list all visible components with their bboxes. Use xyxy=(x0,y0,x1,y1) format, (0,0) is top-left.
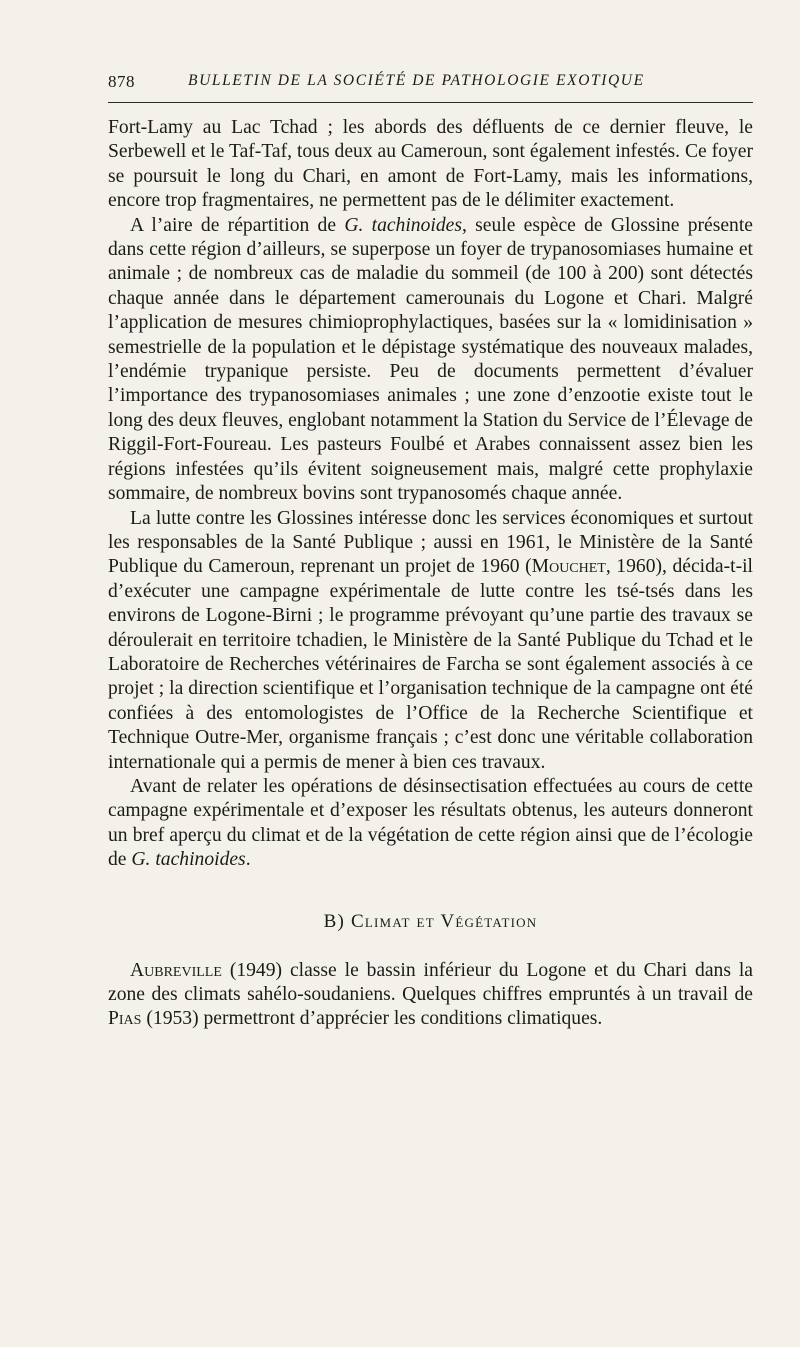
page-number: 878 xyxy=(108,72,135,91)
paragraph-3-text-a: La lutte contre les Glossines intéresse donc les services économiques et surtout les responsables de la Santé Publique ; aussi en 1961, le Ministère de la Santé Publique du Cameroun, reprenant un projet de 1960 ( xyxy=(108,507,753,578)
section-label: B) xyxy=(323,910,346,932)
paragraph-1 xyxy=(108,116,753,214)
species-name: G. tachinoides xyxy=(131,849,246,871)
journal-title: BULLETIN DE LA SOCIÉTÉ DE PATHOLOGIE EXOTIQUE xyxy=(188,72,645,89)
article-body xyxy=(108,116,753,1032)
paragraph-3-text-b: , 1960), décida-t-il d’exécuter une campagne expérimentale de lutte contre les tsé-tsés dans les environs de Logone-Birni ; le programme prévoyant qu’une partie des travaux se déroulerait en territoire tchadien, le Ministère de la Santé Publique du Tchad et le Laboratoire de Recherches vétérinaires de Farcha se sont également associés à ce projet ; la direction scientifique et l’organisation technique de la campagne ont été confiées à des entomologistes de l’Office de la Recherche Scientifique et Technique Outre-Mer, organisme français ; c’est donc une véritable collaboration internationale qui a permis de mener à bien ces travaux. xyxy=(108,556,753,773)
species-name: G. tachinoides xyxy=(344,214,462,236)
paragraph-5-text-b: (1953) permettront d’apprécier les conditions climatiques. xyxy=(141,1008,603,1030)
section-title: Climat et Végétation xyxy=(351,910,538,932)
paragraph-2-text-a: A l’aire de répartition de xyxy=(130,214,345,236)
paragraph-2 xyxy=(108,214,753,507)
section-heading xyxy=(108,911,753,933)
running-header xyxy=(108,72,753,103)
author-citation: Mouchet xyxy=(531,556,606,578)
paragraph-5 xyxy=(108,959,753,1032)
paragraph-4-text-a: Avant de relater les opérations de désinsectisation effectuées au cours de cette campagne expérimentale et d’exposer les résultats obtenus, les auteurs donneront un bref aperçu du climat et de la végétation de cette région ainsi que de l’écologie de xyxy=(108,775,753,871)
author-citation: Pias xyxy=(108,1008,142,1030)
paragraph-5-text-a: (1949) classe le bassin inférieur du Logone et du Chari dans la zone des climats sahélo-soudaniens. Quelques chiffres empruntés à un travail de xyxy=(108,959,753,1005)
paragraph-4-text-b: . xyxy=(245,849,251,871)
author-citation: Aubreville xyxy=(130,959,222,981)
paragraph-3 xyxy=(108,507,753,775)
paragraph-2-text-b: , seule espèce de Glossine présente dans cette région d’ailleurs, se superpose un foyer de trypanosomiases humaine et animale ; de nombreux cas de maladie du sommeil (de 100 à 200) sont détectés chaque année dans le département camerounais du Logone et Chari. Malgré l’application de mesures chimioprophylactiques, basées sur la « lomidinisation » semestrielle de la population et le dépistage systématique des nouveaux malades, l’endémie trypanique persiste. Peu de documents permettent d’évaluer l’importance des trypanosomiases animales ; une zone d’enzootie existe tout le long des deux fleuves, englobant notamment la Station du Service de l’Élevage de Riggil-Fort-Foureau. Les pasteurs Foulbé et Arabes connaissent assez bien les régions infestées qu’ils évitent soigneusement mais, malgré cette prophylaxie sommaire, de nombreux bovins sont trypanosomés chaque année. xyxy=(108,214,753,505)
paragraph-4 xyxy=(108,775,753,873)
paragraph-1-text: Fort-Lamy au Lac Tchad ; les abords des défluents de ce dernier fleuve, le Serbewell et le Taf-Taf, tous deux au Cameroun, sont également infestés. Ce foyer se poursuit le long du Chari, en amont de Fort-Lamy, mais les informations, encore trop fragmentaires, ne permettent pas de le délimiter exactement. xyxy=(108,117,753,212)
